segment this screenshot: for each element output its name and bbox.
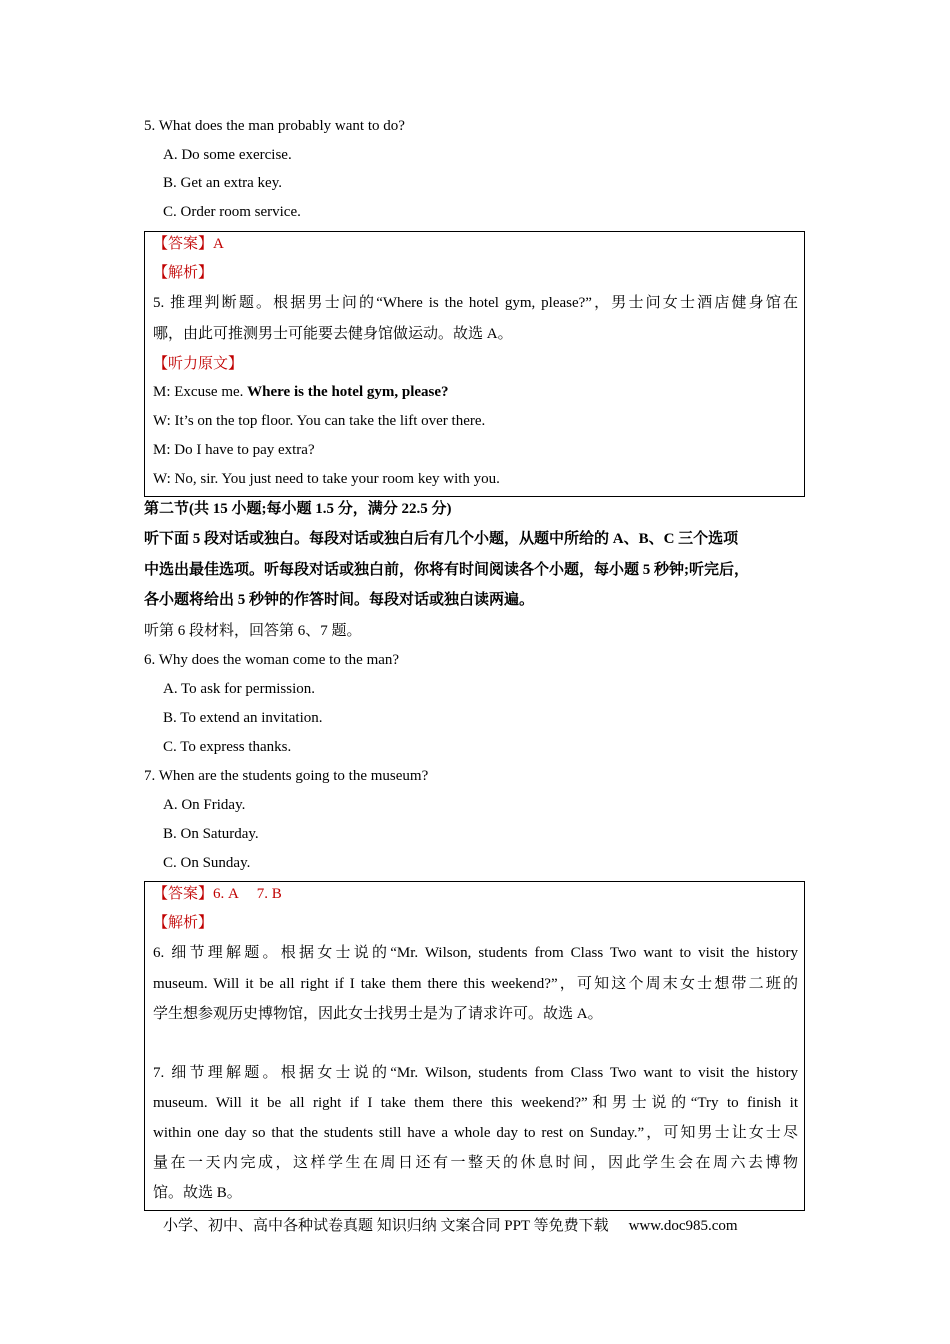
q5-option-a: A. Do some exercise. [163, 147, 292, 163]
transcript-speaker-text: M: Excuse me. [153, 384, 248, 400]
analysis-line: 哪，由此可推测男士可能要去健身馆做运动。故选 A。 [153, 326, 513, 342]
answer-box-q6-q7 [144, 881, 805, 1211]
page-footer [163, 1214, 738, 1235]
section-instruction: 中选出最佳选项。听每段对话或独白前，你将有时间阅读各个小题，每小题 5 秒钟;听完后， [144, 562, 749, 578]
q7-option-b: B. On Saturday. [163, 826, 259, 842]
analysis-tag: 【解析】 [153, 915, 214, 931]
analysis-line: 6. 细节理解题。根据女士说的“Mr. Wilson, students from Class Two want to visit the history [153, 945, 798, 961]
answer-line [153, 234, 224, 254]
transcript-line: W: It’s on the top floor. You can take the lift over there. [153, 413, 486, 429]
answer-value: A [213, 236, 224, 252]
answer-tag: 【答案】 [153, 236, 214, 252]
analysis-line: museum. Will it be all right if I take them there this weekend?”和男士说的“Try to finish it [153, 1095, 798, 1111]
footer-url[interactable]: www.doc985.com [628, 1218, 738, 1234]
analysis-line: museum. Will it be all right if I take them there this weekend?”，可知这个周末女士想带二班的 [153, 976, 798, 992]
q5-option-b: B. Get an extra key. [163, 175, 282, 191]
q6-option-b: B. To extend an invitation. [163, 710, 323, 726]
listen-note: 听第 6 段材料，回答第 6、7 题。 [144, 623, 362, 639]
analysis-line: 量在一天内完成，这样学生在周日还有一整天的休息时间，因此学生会在周六去博物 [153, 1155, 798, 1171]
analysis-line: 7. 细节理解题。根据女士说的“Mr. Wilson, students from Class Two want to visit the history [153, 1065, 798, 1081]
answer-tag: 【答案】 [153, 886, 214, 902]
analysis-line: 5. 推理判断题。根据男士问的“Where is the hotel gym, please?”，男士问女士酒店健身馆在 [153, 295, 798, 311]
transcript-key-sentence: Where is the hotel gym, please? [247, 384, 449, 400]
section-instruction: 听下面 5 段对话或独白。每段对话或独白后有几个小题，从题中所给的 A、B、C 三个选项 [144, 531, 739, 547]
question-6: 6. Why does the woman come to the man? [144, 652, 400, 668]
q5-option-c: C. Order room service. [163, 204, 301, 220]
question-7: 7. When are the students going to the museum? [144, 768, 429, 784]
analysis-line: 学生想参观历史博物馆，因此女士找男士是为了请求许可。故选 A。 [153, 1006, 603, 1022]
analysis-line: 馆。故选 B。 [153, 1185, 242, 1201]
section-instruction: 各小题将给出 5 秒钟的作答时间。每段对话或独白读两遍。 [144, 592, 535, 608]
transcript-line: M: Do I have to pay extra? [153, 442, 315, 458]
answer-box-q5 [144, 231, 805, 497]
analysis-line: within one day so that the students still have a whole day to rest on Sunday.”，可知男士让女士尽 [153, 1125, 798, 1141]
transcript-tag: 【听力原文】 [153, 356, 244, 372]
q7-option-c: C. On Sunday. [163, 855, 251, 871]
footer-text: 小学、初中、高中各种试卷真题 知识归纳 文案合同 PPT 等免费下载 [163, 1218, 609, 1234]
analysis-tag: 【解析】 [153, 265, 214, 281]
q6-option-c: C. To express thanks. [163, 739, 292, 755]
answer-value: 6. A 7. B [213, 886, 282, 902]
q7-option-a: A. On Friday. [163, 797, 246, 813]
answer-line [153, 884, 282, 904]
transcript-line [153, 382, 449, 402]
question-5: 5. What does the man probably want to do? [144, 118, 405, 134]
q6-option-a: A. To ask for permission. [163, 681, 315, 697]
transcript-line: W: No, sir. You just need to take your room key with you. [153, 471, 500, 487]
section-heading: 第二节(共 15 小题;每小题 1.5 分，满分 22.5 分) [144, 501, 452, 517]
